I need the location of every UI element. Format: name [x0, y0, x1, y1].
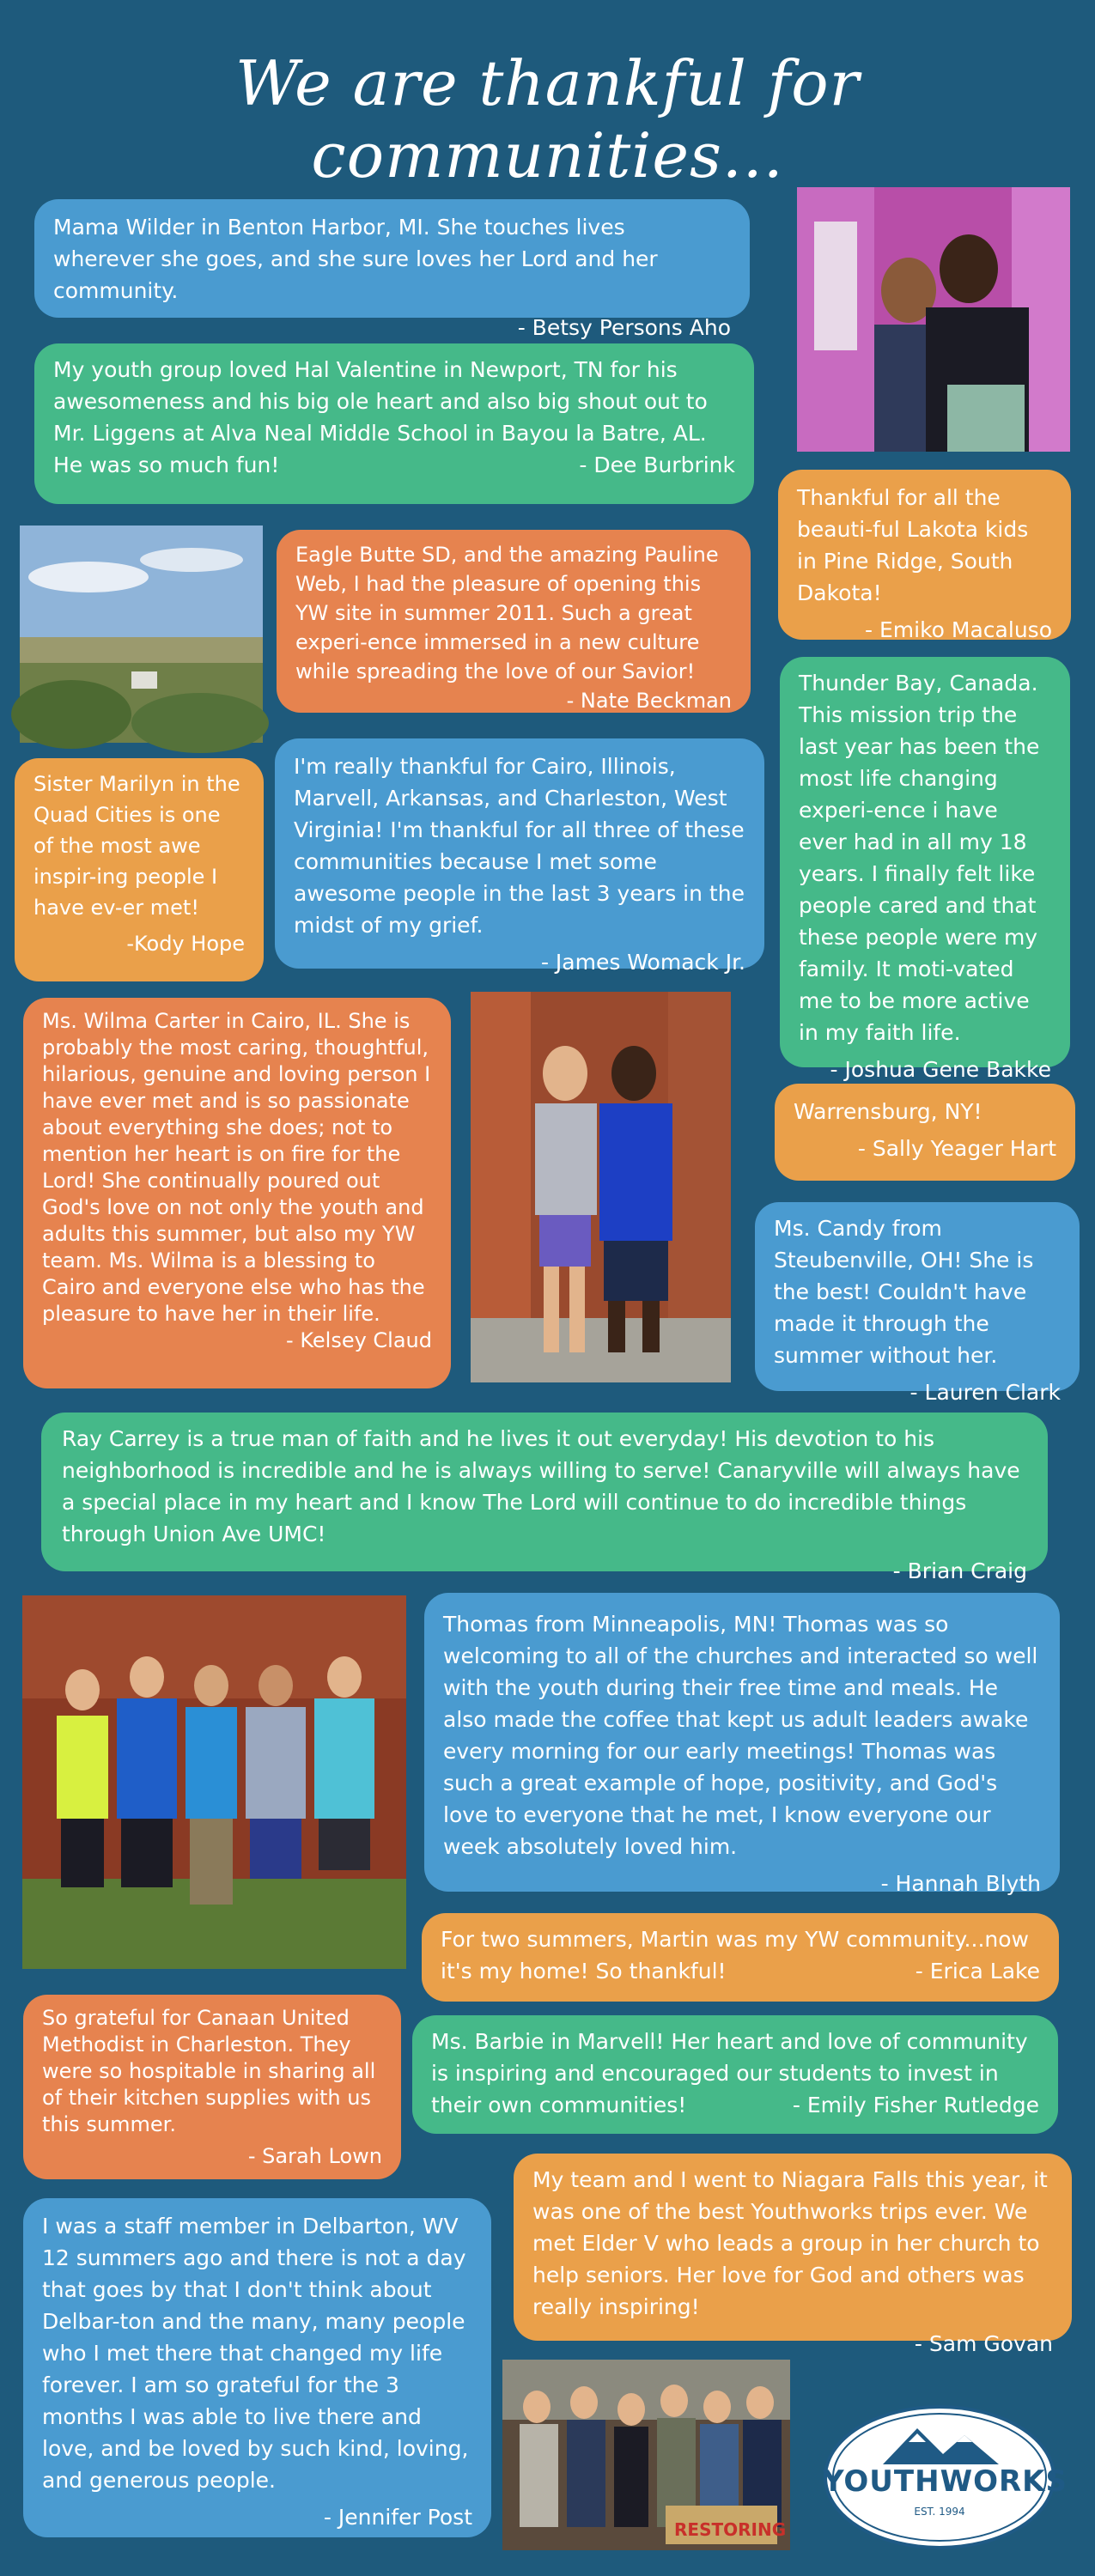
quote-text: Thomas from Minneapolis, MN! Thomas was so welcoming to all of the churches and interacted so well with the youth during their free time and meals. He also made the coffee that kept us adult leaders awake every morning for our early meetings! Thomas was such a great example of hope, positivity, and God's love to everyone that he met, I know everyone our week absolutely loved him. — [443, 1612, 1038, 1859]
quote-text: Ms. Candy from Steubenville, OH! She is the best! Couldn't have made it through the summer without her. — [774, 1216, 1034, 1368]
quote-author: - Sam Govan — [914, 2331, 1053, 2356]
quote-text: Warrensburg, NY! — [794, 1099, 982, 1124]
quote-author: - Emiko Macaluso — [865, 617, 1052, 642]
photo-two-women-purple-house — [797, 187, 1070, 452]
quote-author: - Kelsey Claud — [286, 1328, 432, 1352]
quote-card-sarah — [23, 1995, 401, 2179]
quote-text: So grateful for Canaan United Methodist in Charleston. They were so hospitable in sharing all of their kitchen supplies with us this summer. — [42, 2006, 376, 2136]
quote-author: - James Womack Jr. — [540, 950, 745, 975]
photo-group-five-people — [22, 1595, 406, 1969]
photo-group-restoring-sign — [502, 2360, 790, 2550]
quote-text: I'm really thankful for Cairo, Illinois, Marvell, Arkansas, and Charleston, West Virginia! I'm thankful for all three of these communities because I met some awesome people in the last 3 years in the midst of my grief. — [294, 754, 745, 938]
quote-card-hannah — [424, 1593, 1060, 1896]
quote-card-emily — [412, 2015, 1058, 2134]
quote-author: - Jennifer Post — [323, 2505, 472, 2530]
quote-text: Eagle Butte SD, and the amazing Pauline Web, I had the pleasure of opening this YW site in summer 2011. Such a great experi-ence immersed in a new culture while spreading the love of our Savior! — [295, 543, 719, 683]
quote-card-erica — [422, 1913, 1059, 2002]
quote-card-nate — [277, 530, 751, 713]
quote-author: - Hannah Blyth — [880, 1871, 1041, 1896]
quote-text: Thunder Bay, Canada. This mission trip the last year has been the most life changing experi-ence i have ever had in all my 18 years. I finally felt like people cared and that these people were my family. It moti-vated me to be more active in my faith life. — [799, 671, 1040, 1045]
page-title: We are thankful for communities... — [234, 47, 861, 191]
quote-card-jennifer — [23, 2198, 491, 2537]
quote-card-sally — [775, 1084, 1075, 1181]
quote-card-betsy — [34, 199, 750, 340]
quote-card-lauren — [755, 1202, 1080, 1405]
quote-card-dee — [34, 343, 754, 504]
quote-card-emiko — [778, 470, 1071, 640]
quote-author: - Emily Fisher Rutledge — [792, 2093, 1039, 2117]
quote-author: - Brian Craig — [892, 1558, 1027, 1583]
quote-text: Ms. Wilma Carter in Cairo, IL. She is probably the most caring, thoughtful, hilarious, genuine and loving person I have ever met and is so passionate about everything she does; not to mention her heart is on fire for the Lord! She continually poured out God's love on not only the youth and adults this summer, but also my YW team. Ms. Wilma is a blessing to Cairo and everyone else who has the pleasure to have her in their life. — [42, 1009, 431, 1326]
quote-author: - Nate Beckman — [566, 689, 732, 713]
quote-card-joshua — [780, 657, 1070, 1082]
quote-text: Sister Marilyn in the Quad Cities is one of the most awe inspir-ing people I have ev-er met! — [33, 772, 240, 920]
quote-card-sam — [514, 2154, 1072, 2356]
svg-text:RESTORING: RESTORING — [674, 2519, 787, 2540]
youthworks-logo — [823, 2404, 1068, 2550]
quote-card-james — [275, 738, 764, 975]
quote-author: - Joshua Gene Bakke — [830, 1057, 1051, 1082]
quote-text: My team and I went to Niagara Falls this year, it was one of the best Youthworks trips ever. We met Elder V who leads a group in her church to help seniors. Her love for God and others was really inspiring! — [532, 2167, 1048, 2319]
photo-landscape-town — [20, 526, 263, 743]
quote-card-kody — [15, 758, 264, 981]
quote-text: I was a staff member in Delbarton, WV 12 summers ago and there is not a day that goes by that I don't think about Delbar-ton and the many, many people who I met there that changed my life forever. I am so grateful for the 3 months I was able to live there and love, and be loved by such kind, loving, and generous people. — [42, 2214, 469, 2493]
quote-text: Thankful for all the beauti-ful Lakota kids in Pine Ridge, South Dakota! — [797, 485, 1029, 605]
quote-author: - Sally Yeager Hart — [857, 1136, 1056, 1161]
quote-author: - Erica Lake — [915, 1959, 1040, 1984]
quote-text: Ms. Barbie in Marvell! Her heart and love of community is inspiring and encouraged our students to invest in their own communities! — [431, 2029, 1028, 2117]
quote-author: - Lauren Clark — [909, 1380, 1061, 1405]
quote-author: -Kody Hope — [126, 932, 245, 956]
logo-wordmark: YOUTHWORKS — [823, 2464, 1068, 2499]
quote-text: Ray Carrey is a true man of faith and he lives it out everyday! His devotion to his neighborhood is incredible and he is always willing to serve! Canaryville will always have a special place in my heart and I know The Lord will continue to do incredible things through Union Ave UMC! — [62, 1426, 1020, 1546]
quote-card-kelsey — [23, 998, 451, 1388]
quote-text: Mama Wilder in Benton Harbor, MI. She touches lives wherever she goes, and she sure loves her Lord and her community. — [53, 215, 658, 303]
logo-est: EST. 1994 — [914, 2506, 965, 2518]
quote-author: - Dee Burbrink — [579, 453, 735, 477]
quote-text: My youth group loved Hal Valentine in Newport, TN for his awesomeness and his big ole heart and also big shout out to Mr. Liggens at Alva Neal Middle School in Bayou la Batre, AL. He was so much fun! — [53, 357, 708, 477]
quote-card-brian — [41, 1413, 1048, 1583]
quote-author: - Betsy Persons Aho — [517, 315, 731, 340]
quote-author: - Sarah Lown — [247, 2144, 382, 2168]
photo-two-women-brick-wall — [471, 992, 731, 1382]
quote-text: For two summers, Martin was my YW community...now it's my home! So thankful! — [441, 1927, 1029, 1984]
